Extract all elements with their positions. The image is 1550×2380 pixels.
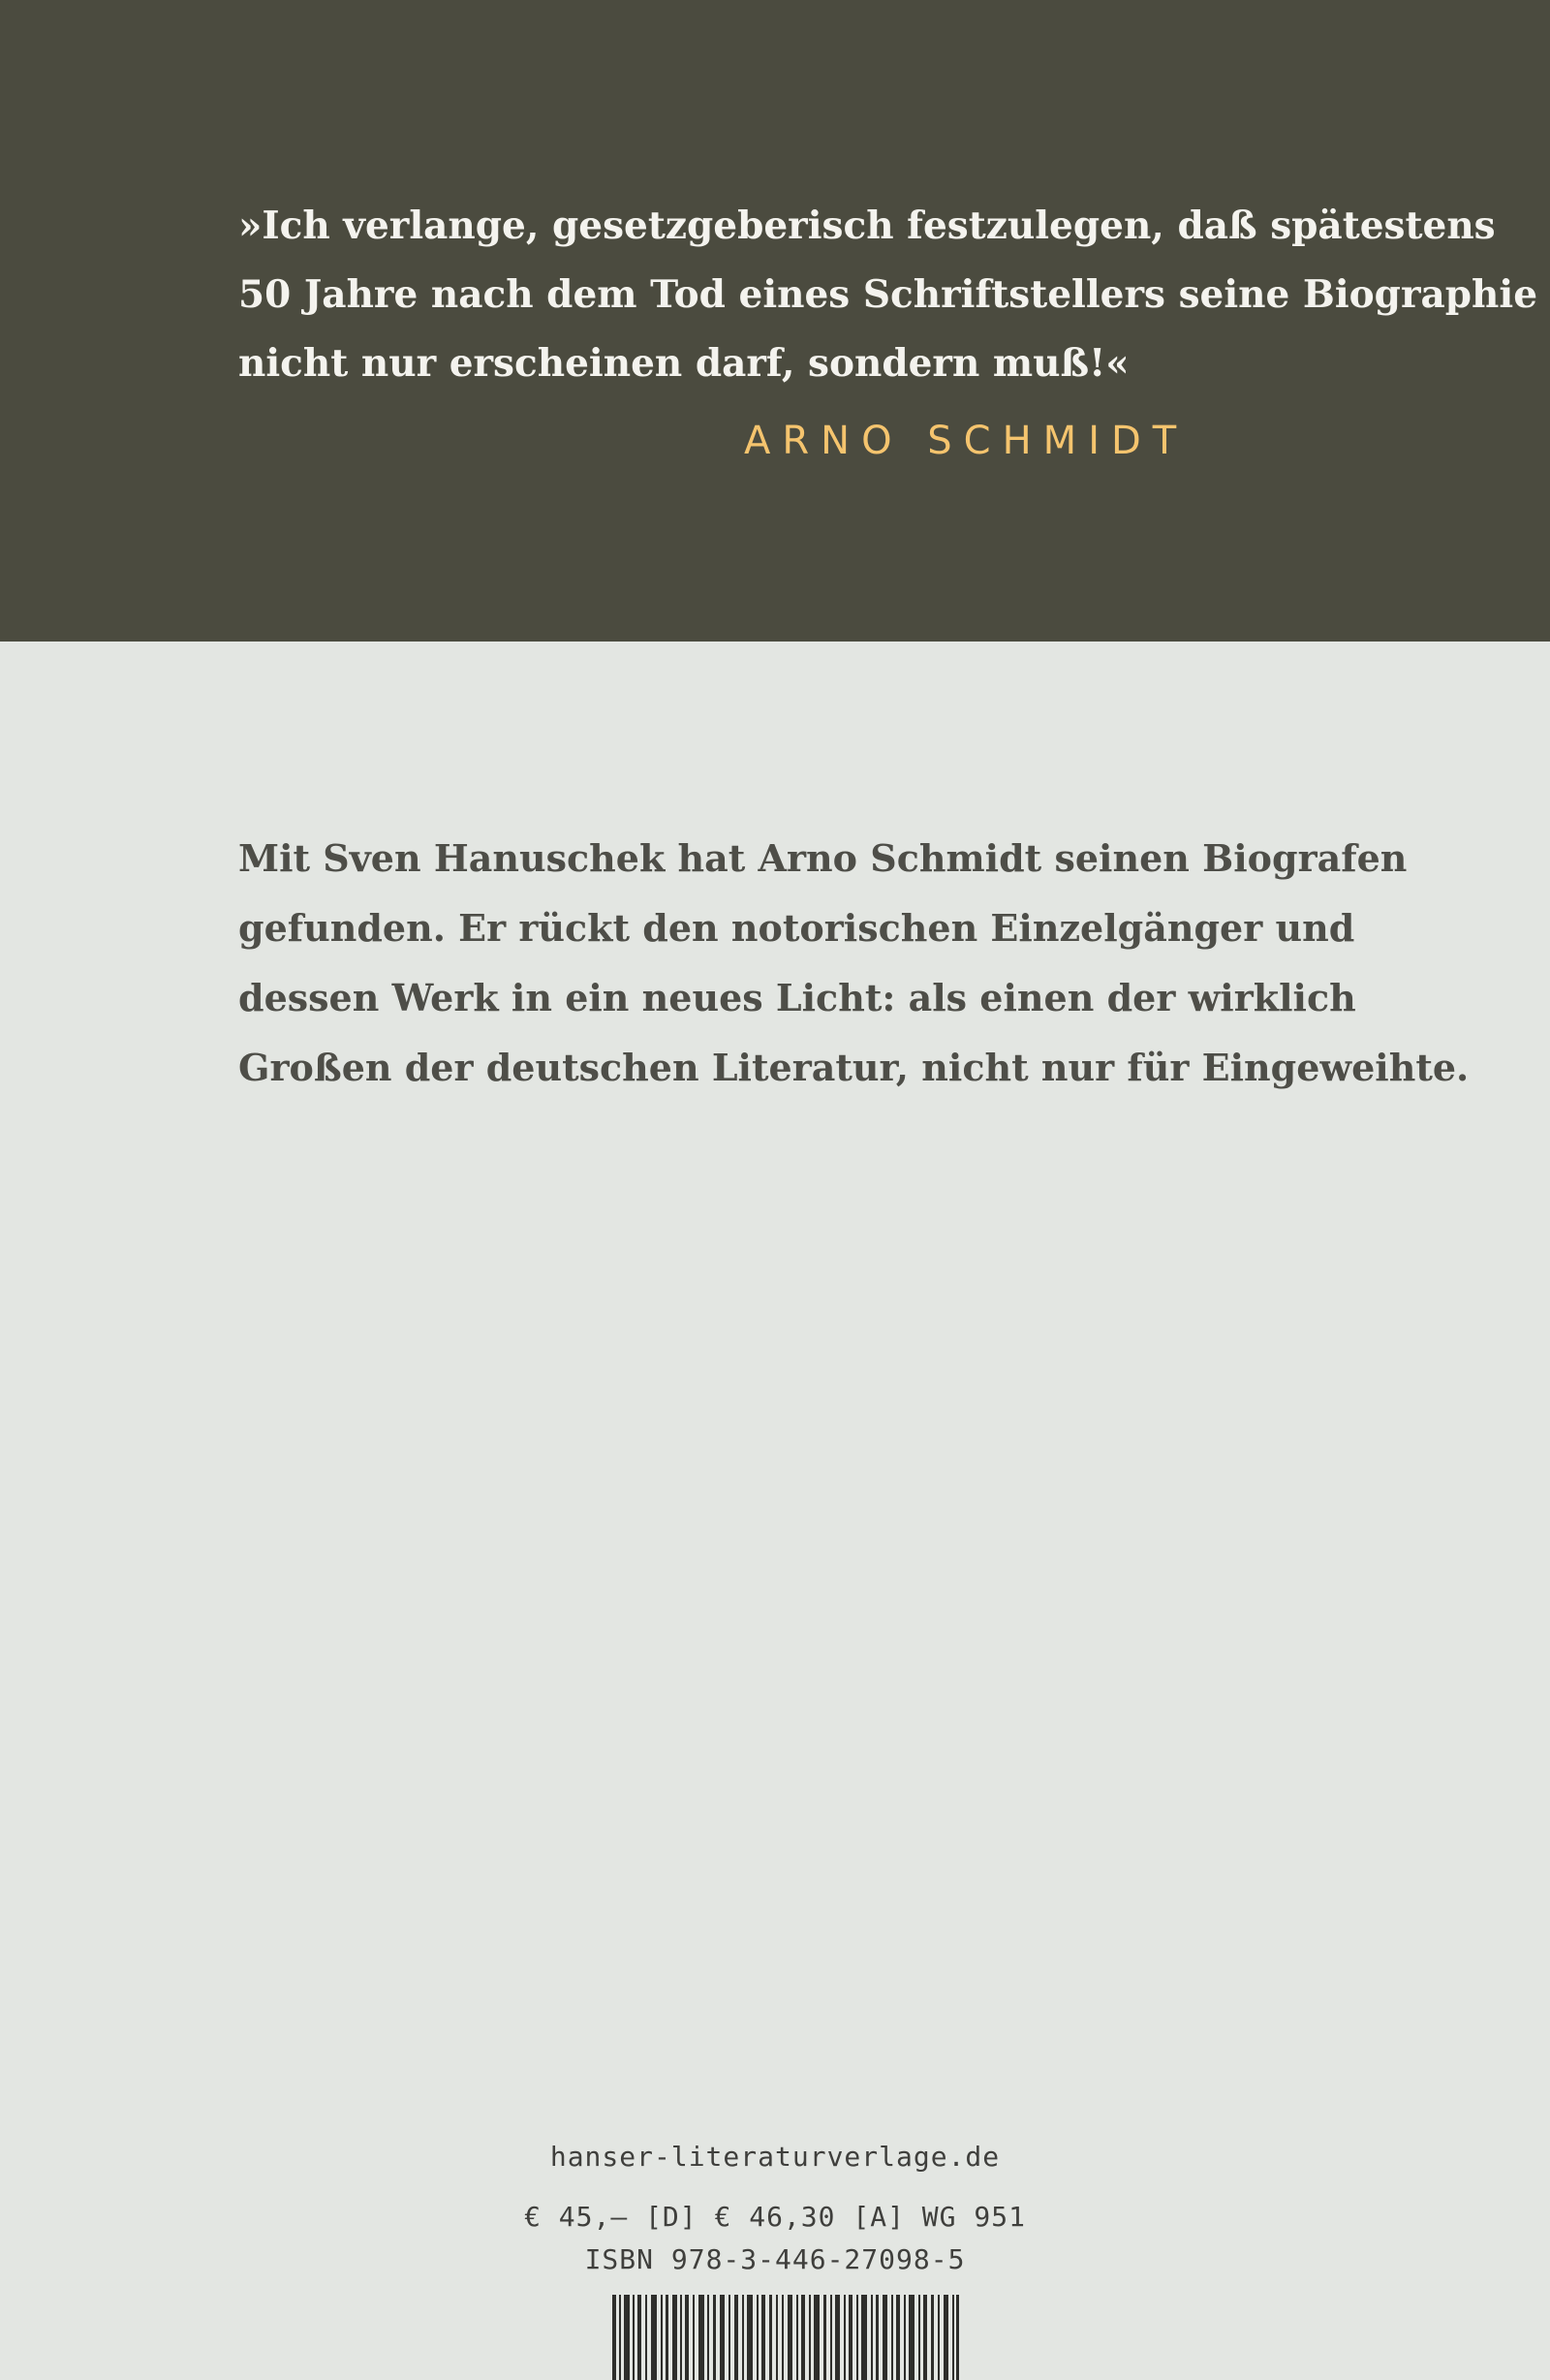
quote-text: [238, 192, 1538, 398]
blurb-line: Mit Sven Hanuschek hat Arno Schmidt seinen Biografen: [238, 836, 1408, 880]
barcode-bars: [612, 2295, 959, 2380]
quote-line: nicht nur erscheinen darf, sondern muß!«: [238, 341, 1130, 386]
isbn-line: ISBN 978-3-446-27098-5: [584, 2243, 966, 2275]
barcode: [612, 2295, 959, 2380]
quote-line: »Ich verlange, gesetzgeberisch festzulegen, daß spätestens: [238, 204, 1496, 248]
blurb-line: Großen der deutschen Literatur, nicht nur für Eingeweihte.: [238, 1046, 1470, 1089]
quote-author: ARNO SCHMIDT: [744, 419, 1189, 463]
quote-panel: [0, 0, 1550, 642]
price-line: € 45,– [D] € 46,30 [A] WG 951: [524, 2201, 1026, 2233]
blurb-line: dessen Werk in ein neues Licht: als einen der wirklich: [238, 976, 1356, 1019]
blurb-line: gefunden. Er rückt den notorischen Einzelgänger und: [238, 906, 1355, 950]
quote-line: 50 Jahre nach dem Tod eines Schriftstellers seine Biographie: [238, 272, 1538, 317]
publisher-website: hanser-literaturverlage.de: [549, 2141, 1001, 2173]
blurb-text: [238, 824, 1470, 1103]
